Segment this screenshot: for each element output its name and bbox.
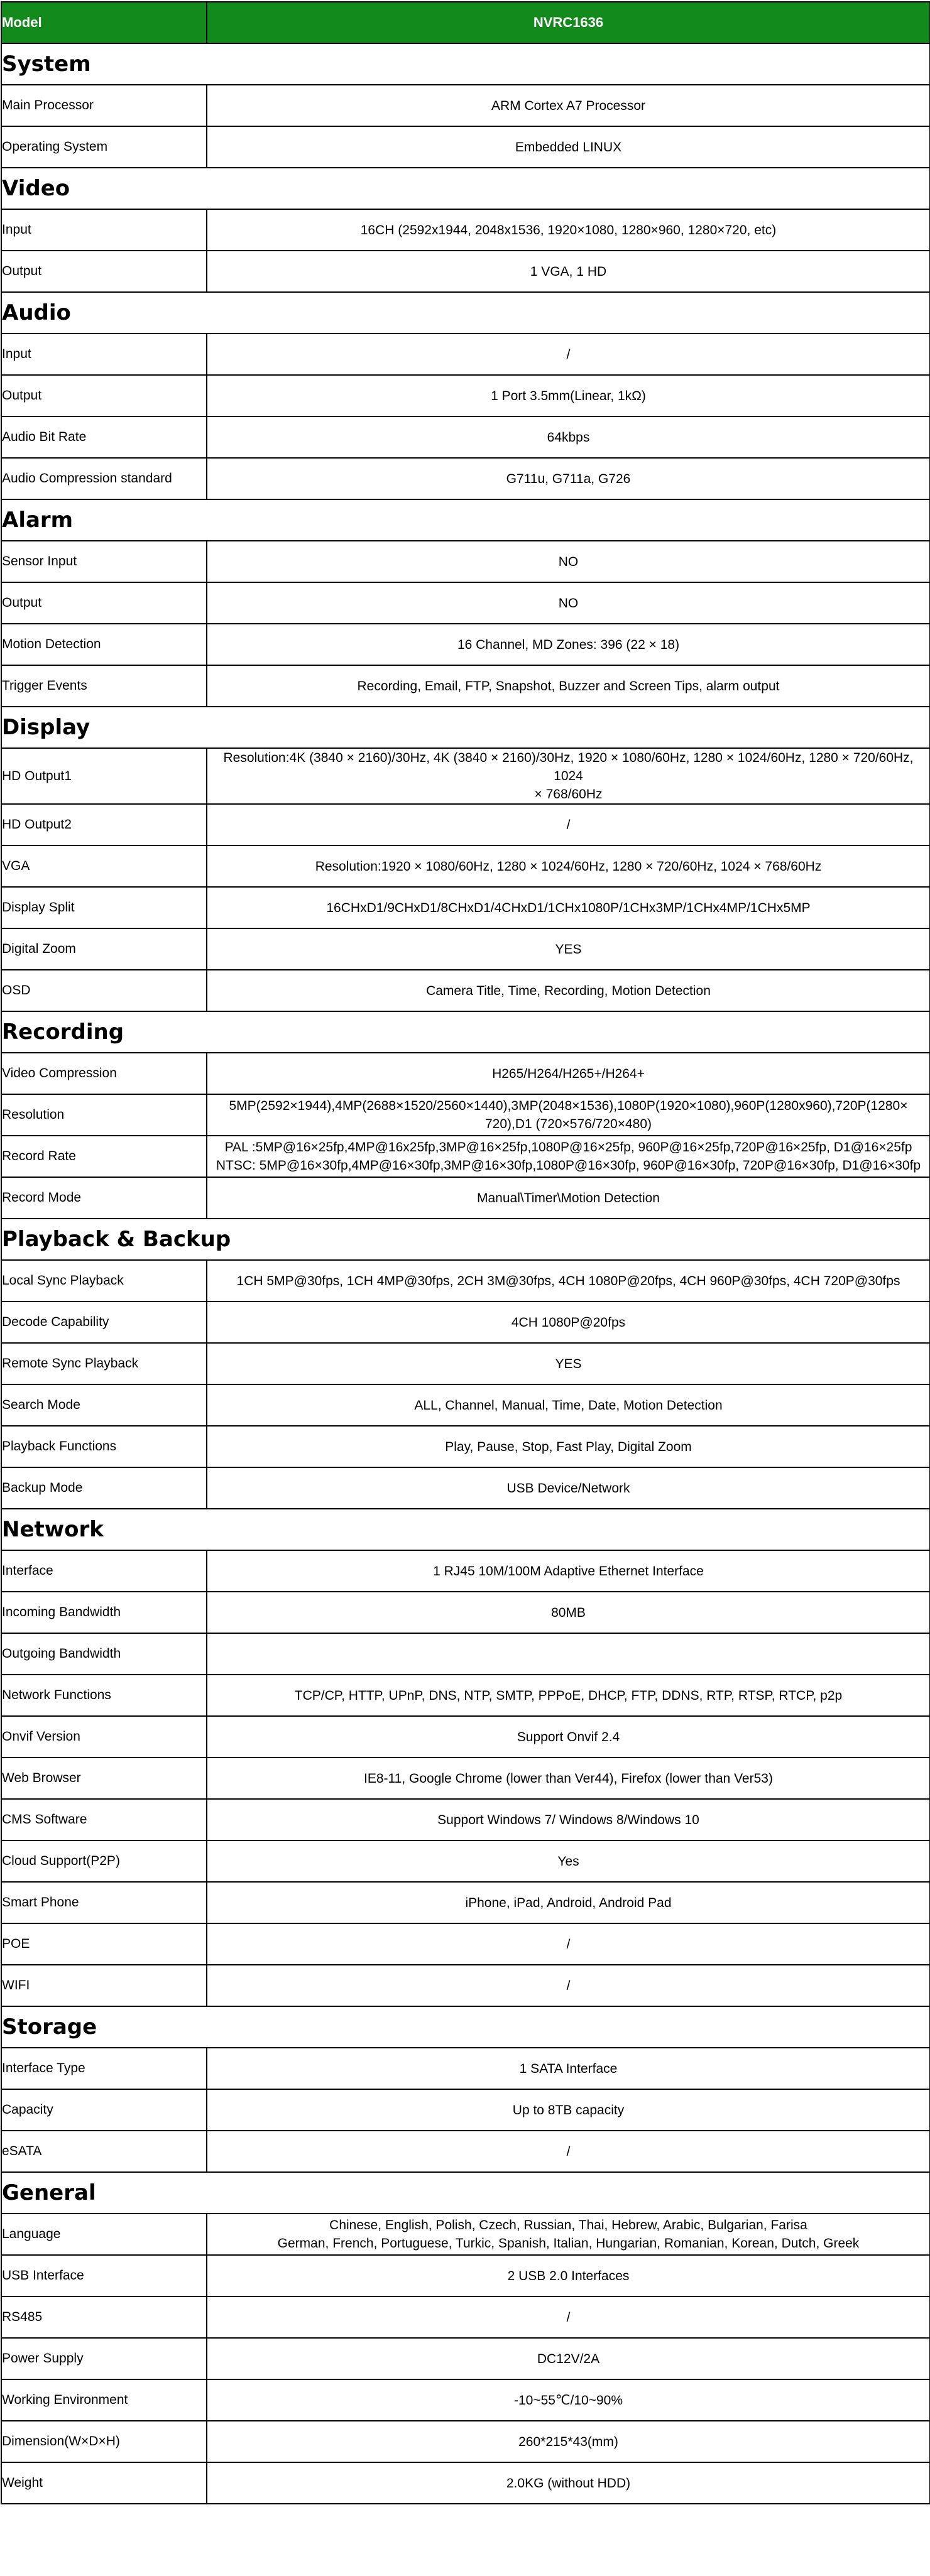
spec-value: Recording, Email, FTP, Snapshot, Buzzer and Screen Tips, alarm output (207, 665, 930, 707)
spec-label: Output (1, 251, 207, 292)
spec-label: Search Mode (1, 1384, 207, 1426)
spec-label: Operating System (1, 126, 207, 168)
spec-row (1, 1923, 930, 1965)
spec-row (1, 1965, 930, 2006)
spec-row (1, 1716, 930, 1758)
spec-value: / (207, 804, 930, 845)
spec-label: Trigger Events (1, 665, 207, 707)
spec-label: Weight (1, 2462, 207, 2504)
spec-row (1, 1840, 930, 1882)
spec-row (1, 582, 930, 624)
spec-row (1, 804, 930, 845)
spec-row (1, 1053, 930, 1094)
spec-label: Language (1, 2214, 207, 2255)
spec-row (1, 1592, 930, 1633)
spec-value (207, 1633, 930, 1675)
section-storage (1, 2006, 930, 2048)
spec-label: Motion Detection (1, 624, 207, 665)
spec-value: 5MP(2592×1944),4MP(2688×1520/2560×1440),3MP(2048×1536),1080P(1920×1080),960P(1280x960),720P(1280× 720),D1 (720×576/720×480) (207, 1094, 930, 1136)
spec-row (1, 1426, 930, 1467)
spec-value: Camera Title, Time, Recording, Motion Detection (207, 970, 930, 1011)
spec-row (1, 887, 930, 928)
spec-value: Support Onvif 2.4 (207, 1716, 930, 1758)
spec-value: 4CH 1080P@20fps (207, 1302, 930, 1343)
spec-label: Playback Functions (1, 1426, 207, 1467)
spec-row (1, 845, 930, 887)
spec-row (1, 2048, 930, 2089)
section-title: Storage (1, 2006, 930, 2048)
spec-value: 64kbps (207, 416, 930, 458)
spec-label: Resolution (1, 1094, 207, 1136)
spec-table-body (1, 2, 930, 2504)
spec-label: Audio Compression standard (1, 458, 207, 499)
spec-value: / (207, 1965, 930, 2006)
spec-label: eSATA (1, 2131, 207, 2172)
spec-row (1, 334, 930, 375)
spec-value: -10~55℃/10~90% (207, 2379, 930, 2421)
spec-label: CMS Software (1, 1799, 207, 1840)
spec-value: / (207, 334, 930, 375)
spec-row (1, 665, 930, 707)
spec-value: Yes (207, 1840, 930, 1882)
spec-row (1, 2379, 930, 2421)
spec-value: ALL, Channel, Manual, Time, Date, Motion Detection (207, 1384, 930, 1426)
spec-label: Local Sync Playback (1, 1260, 207, 1302)
spec-label: HD Output1 (1, 748, 207, 804)
spec-value: IE8-11, Google Chrome (lower than Ver44), Firefox (lower than Ver53) (207, 1758, 930, 1799)
spec-row (1, 1633, 930, 1675)
spec-value: Support Windows 7/ Windows 8/Windows 10 (207, 1799, 930, 1840)
spec-label: Web Browser (1, 1758, 207, 1799)
spec-value: 80MB (207, 1592, 930, 1633)
spec-row (1, 458, 930, 499)
spec-label: USB Interface (1, 2255, 207, 2296)
spec-row (1, 1384, 930, 1426)
section-title: Display (1, 707, 930, 748)
section-video (1, 168, 930, 209)
spec-row (1, 2462, 930, 2504)
spec-label: VGA (1, 845, 207, 887)
spec-row (1, 2131, 930, 2172)
spec-value: 16 Channel, MD Zones: 396 (22 × 18) (207, 624, 930, 665)
spec-value: Resolution:4K (3840 × 2160)/30Hz, 4K (3840 × 2160)/30Hz, 1920 × 1080/60Hz, 1280 × 1024/60Hz, 1280 × 720/60Hz, 1024 × 768/60Hz (207, 748, 930, 804)
section-title: General (1, 2172, 930, 2214)
spec-label: Interface Type (1, 2048, 207, 2089)
spec-value: Resolution:1920 × 1080/60Hz, 1280 × 1024/60Hz, 1280 × 720/60Hz, 1024 × 768/60Hz (207, 845, 930, 887)
spec-value: YES (207, 1343, 930, 1384)
spec-row (1, 126, 930, 168)
spec-row (1, 1094, 930, 1136)
spec-value: 1 RJ45 10M/100M Adaptive Ethernet Interface (207, 1550, 930, 1592)
spec-label: Power Supply (1, 2338, 207, 2379)
spec-value: Manual\Timer\Motion Detection (207, 1177, 930, 1219)
spec-label: Digital Zoom (1, 928, 207, 970)
spec-label: Input (1, 209, 207, 251)
spec-value: 260*215*43(mm) (207, 2421, 930, 2462)
spec-row (1, 85, 930, 126)
section-title: Network (1, 1509, 930, 1550)
section-title: Video (1, 168, 930, 209)
spec-label: Interface (1, 1550, 207, 1592)
spec-value: iPhone, iPad, Android, Android Pad (207, 1882, 930, 1923)
spec-value: DC12V/2A (207, 2338, 930, 2379)
spec-row (1, 1675, 930, 1716)
section-network (1, 1509, 930, 1550)
spec-value: Chinese, English, Polish, Czech, Russian, Thai, Hebrew, Arabic, Bulgarian, Farisa German, French, Portuguese, Turkic, Spanish, Italian, Hungarian, Romanian, Korean, Dutch, Greek (207, 2214, 930, 2255)
spec-label: Main Processor (1, 85, 207, 126)
spec-label: Working Environment (1, 2379, 207, 2421)
spec-value: Embedded LINUX (207, 126, 930, 168)
spec-label: Output (1, 375, 207, 416)
header-model-value: NVRC1636 (207, 2, 930, 43)
spec-label: Sensor Input (1, 541, 207, 582)
spec-row (1, 2338, 930, 2379)
header-label: Model (1, 2, 207, 43)
spec-value: 1 Port 3.5mm(Linear, 1kΩ) (207, 375, 930, 416)
spec-row (1, 624, 930, 665)
spec-value: PAL :5MP@16×25fp,4MP@16x25fp,3MP@16×25fp,1080P@16×25fp, 960P@16×25fp,720P@16×25fp, D1@16×25fp NTSC: 5MP@16×30fp,4MP@16×30fp,3MP@16×30fp,1080P@16×30fp, 960P@16×30fp, 720P@16×30fp, D1@16×30fp (207, 1136, 930, 1177)
spec-label: Video Compression (1, 1053, 207, 1094)
spec-label: Record Mode (1, 1177, 207, 1219)
spec-label: Onvif Version (1, 1716, 207, 1758)
spec-label: Audio Bit Rate (1, 416, 207, 458)
spec-row (1, 1302, 930, 1343)
spec-value: YES (207, 928, 930, 970)
spec-row (1, 2421, 930, 2462)
spec-value: TCP/CP, HTTP, UPnP, DNS, NTP, SMTP, PPPoE, DHCP, FTP, DDNS, RTP, RTSP, RTCP, p2p (207, 1675, 930, 1716)
section-playback-backup (1, 1219, 930, 1260)
spec-value: 2.0KG (without HDD) (207, 2462, 930, 2504)
section-general (1, 2172, 930, 2214)
spec-row (1, 209, 930, 251)
spec-label: WIFI (1, 1965, 207, 2006)
spec-value: 1 SATA Interface (207, 2048, 930, 2089)
section-system (1, 43, 930, 85)
section-recording (1, 1011, 930, 1053)
spec-row (1, 1758, 930, 1799)
spec-label: Outgoing Bandwidth (1, 1633, 207, 1675)
spec-label: OSD (1, 970, 207, 1011)
section-title: Recording (1, 1011, 930, 1053)
spec-label: Display Split (1, 887, 207, 928)
spec-label: Record Rate (1, 1136, 207, 1177)
spec-label: Output (1, 582, 207, 624)
spec-value: / (207, 2131, 930, 2172)
spec-row (1, 1550, 930, 1592)
section-title: Audio (1, 292, 930, 334)
spec-row (1, 1177, 930, 1219)
spec-label: Cloud Support(P2P) (1, 1840, 207, 1882)
section-display (1, 707, 930, 748)
spec-value: Play, Pause, Stop, Fast Play, Digital Zoom (207, 1426, 930, 1467)
section-audio (1, 292, 930, 334)
spec-row (1, 2255, 930, 2296)
spec-row (1, 1136, 930, 1177)
spec-row (1, 1343, 930, 1384)
spec-label: Dimension(W×D×H) (1, 2421, 207, 2462)
spec-label: HD Output2 (1, 804, 207, 845)
header-row (1, 2, 930, 43)
spec-row (1, 1799, 930, 1840)
spec-table (1, 1, 930, 2504)
spec-row (1, 1882, 930, 1923)
spec-value: Up to 8TB capacity (207, 2089, 930, 2131)
spec-label: Incoming Bandwidth (1, 1592, 207, 1633)
spec-row (1, 748, 930, 804)
spec-label: Smart Phone (1, 1882, 207, 1923)
spec-label: Backup Mode (1, 1467, 207, 1509)
spec-value: / (207, 1923, 930, 1965)
spec-row (1, 2089, 930, 2131)
spec-row (1, 970, 930, 1011)
spec-label: Input (1, 334, 207, 375)
section-title: System (1, 43, 930, 85)
spec-row (1, 1260, 930, 1302)
section-alarm (1, 499, 930, 541)
spec-row (1, 2214, 930, 2255)
spec-value: 2 USB 2.0 Interfaces (207, 2255, 930, 2296)
spec-value: H265/H264/H265+/H264+ (207, 1053, 930, 1094)
spec-value: USB Device/Network (207, 1467, 930, 1509)
spec-label: RS485 (1, 2296, 207, 2338)
spec-row (1, 928, 930, 970)
spec-value: 1 VGA, 1 HD (207, 251, 930, 292)
spec-label: Decode Capability (1, 1302, 207, 1343)
spec-row (1, 2296, 930, 2338)
spec-row (1, 1467, 930, 1509)
spec-value: 1CH 5MP@30fps, 1CH 4MP@30fps, 2CH 3M@30fps, 4CH 1080P@20fps, 4CH 960P@30fps, 4CH 720P@30fps (207, 1260, 930, 1302)
spec-row (1, 251, 930, 292)
spec-label: Capacity (1, 2089, 207, 2131)
spec-label: Remote Sync Playback (1, 1343, 207, 1384)
section-title: Playback & Backup (1, 1219, 930, 1260)
section-title: Alarm (1, 499, 930, 541)
spec-value: 16CHxD1/9CHxD1/8CHxD1/4CHxD1/1CHx1080P/1CHx3MP/1CHx4MP/1CHx5MP (207, 887, 930, 928)
spec-value: 16CH (2592x1944, 2048x1536, 1920×1080, 1280×960, 1280×720, etc) (207, 209, 930, 251)
spec-value: G711u, G711a, G726 (207, 458, 930, 499)
spec-value: ARM Cortex A7 Processor (207, 85, 930, 126)
spec-row (1, 375, 930, 416)
spec-value: NO (207, 541, 930, 582)
spec-row (1, 416, 930, 458)
spec-label: POE (1, 1923, 207, 1965)
spec-row (1, 541, 930, 582)
spec-label: Network Functions (1, 1675, 207, 1716)
spec-value: NO (207, 582, 930, 624)
spec-value: / (207, 2296, 930, 2338)
